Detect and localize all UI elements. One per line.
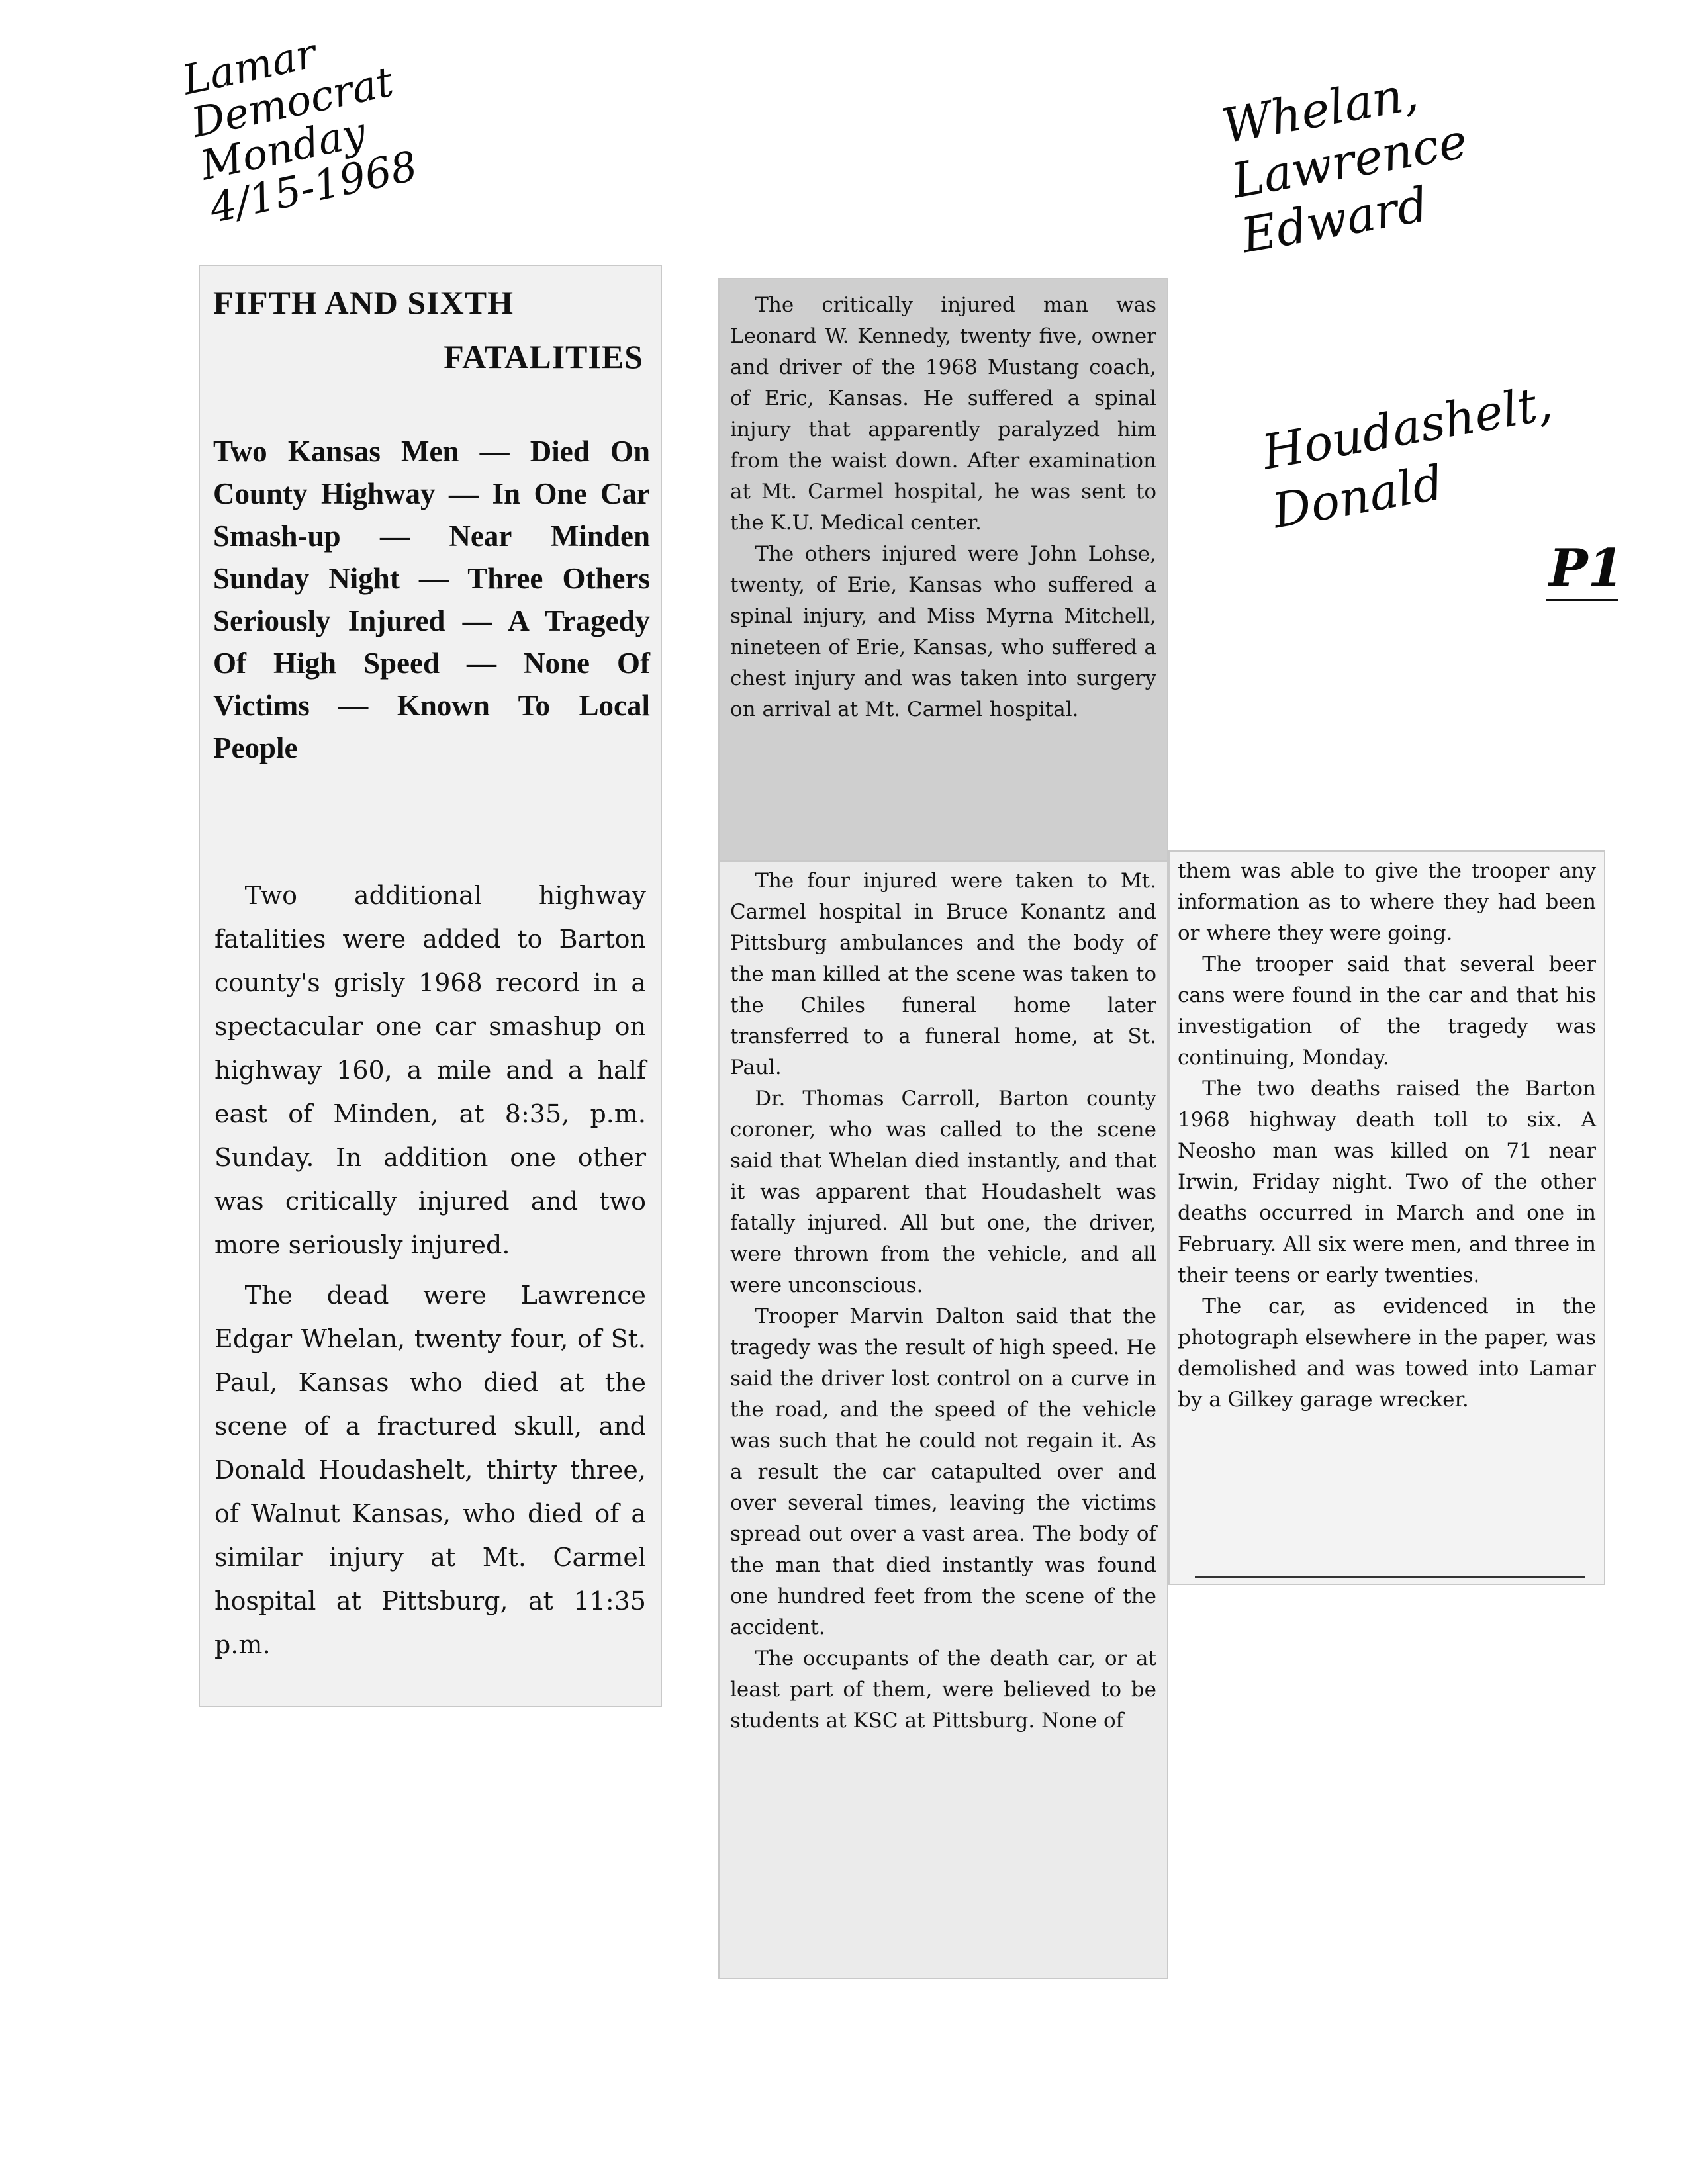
subheadline: Two Kansas Men — Died On County Highway — In One Car Smash-up — Near Minden Sunday Night — Three Others Seriously Injured — A Tragedy Of High Speed — None Of Victims — Known To Local People (213, 435, 650, 764)
name-note-houdashelt: Houdashelt, Donald (1258, 375, 1556, 539)
paragraph: The car, as evidenced in the photograph elsewhere in the paper, was demolished and was towed into Lamar by a Gilkey garage wrecker. (1178, 1295, 1596, 1412)
article-column-2-top (730, 290, 1156, 725)
article-column-2-bottom (730, 866, 1156, 1737)
headline-line-1: FIFTH AND SIXTH (213, 284, 514, 321)
clipping-column-1 (199, 265, 662, 1707)
paragraph: The trooper said that several beer cans were found in the car and that his investigation of the tragedy was continuing, Monday. (1178, 952, 1596, 1069)
clipping-column-2-top (718, 278, 1168, 870)
headline-line-2: FATALITIES (444, 338, 643, 375)
paragraph: The others injured were John Lohse, twenty, of Erie, Kansas who suffered a spinal injury, and Miss Myrna Mitchell, nineteen of Erie, Kansas, who suffered a chest injury and was taken into surgery on arrival at Mt. Carmel hospital. (730, 542, 1156, 721)
paragraph: them was able to give the trooper any information as to where they had been or where they were going. (1178, 859, 1596, 945)
paragraph: The dead were Lawrence Edgar Whelan, twenty four, of St. Paul, Kansas who died at the scene of a fractured skull, and Donald Houdashelt, thirty three, of Walnut Kansas, who died of a similar injury at Mt. Carmel hospital at Pittsburg, at 11:35 p.m. (214, 1281, 646, 1659)
clipping-column-2-bottom (718, 860, 1168, 1979)
article-column-3 (1178, 856, 1596, 1416)
source-note: Lamar Democrat Monday 4/15-1968 (178, 28, 422, 233)
paragraph: Two additional highway fatalities were added to Barton county's grisly 1968 record in a spectacular one car smashup on highway 160, a mile and a half east of Minden, at 8:35, p.m. Sunday. In addition one other was critically injured and two more seriously injured. (214, 881, 646, 1259)
paragraph: The four injured were taken to Mt. Carmel hospital in Bruce Konantz and Pittsburg ambulances and the body of the man killed at the scene was taken to the Chiles funeral home later transferred to a funeral home, at St. Paul. (730, 869, 1156, 1079)
article-column-1 (214, 874, 646, 1666)
paragraph: Trooper Marvin Dalton said that the tragedy was the result of high speed. He said the driver lost control on a curve in the road, and the speed of the vehicle was such that he could not regain it. As a result the car catapulted over and over several times, leaving the victims spread out over a vast area. The body of the man that died instantly was found one hundred feet from the scene of the accident. (730, 1304, 1156, 1639)
paragraph: Dr. Thomas Carroll, Barton county coroner, who was called to the scene said that Whelan died instantly, and that it was apparent that Houdashelt was fatally injured. All but one, the driver, were thrown from the vehicle, and all were unconscious. (730, 1087, 1156, 1297)
page-note-underline (1546, 599, 1618, 601)
page-note: P1 (1549, 538, 1624, 598)
end-rule (1195, 1576, 1585, 1578)
paragraph: The occupants of the death car, or at least part of them, were believed to be students at KSC at Pittsburg. None of (730, 1647, 1156, 1733)
clipping-column-3 (1168, 850, 1605, 1585)
paragraph: The critically injured man was Leonard W. Kennedy, twenty five, owner and driver of the 1968 Mustang coach, of Eric, Kansas. He suffered a spinal injury that apparently paralyzed him from the waist down. After examination at Mt. Carmel hospital, he was sent to the K.U. Medical center. (730, 293, 1156, 535)
paragraph: The two deaths raised the Barton 1968 highway death toll to six. A Neosho man was killed on 71 near Irwin, Friday night. Two of the other deaths occurred in March and one in February. All six were men, and three in their teens or early twenties. (1178, 1077, 1596, 1287)
name-note-whelan: Whelan, Lawrence Edward (1218, 65, 1472, 264)
